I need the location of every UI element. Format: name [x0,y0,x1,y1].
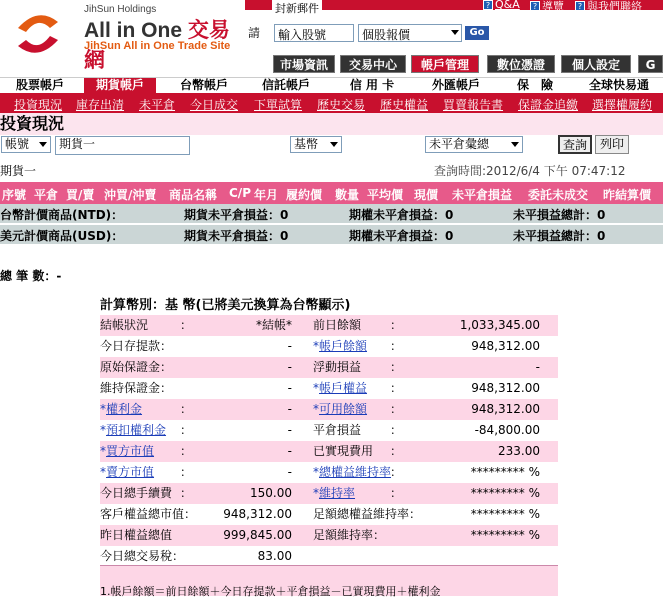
account-input[interactable]: 期貨一 [55,136,190,155]
nav-forex-account[interactable]: 外匯帳戶 [431,78,480,92]
summary-left-value: - [287,360,292,374]
summary-left-colon: ： [180,402,193,416]
summary-row [100,315,558,336]
summary-left-colon: ： [180,423,193,437]
col-buy-sell: 買/賣 [66,188,95,202]
summary-row [100,483,558,504]
summary-row [100,504,558,525]
col-cp: C/P [229,186,251,200]
jihsun-logo-icon [10,6,66,62]
subnav-order-calc[interactable]: 下單試算 [254,98,303,112]
nav-insurance[interactable]: 保 險 [516,78,553,92]
ntd-label: 台幣計價商品(NTD)： [0,208,124,222]
col-avg-price: 平均價 [367,188,404,202]
summary-left-label: 今日存提款： [100,339,173,353]
summary-left-label: 客戶權益總市值： [100,507,197,521]
col-open-pnl: 未平倉損益 [452,188,513,202]
tab-trade-center[interactable]: 交易中心 [340,55,406,73]
qa-link[interactable]: ? Q&A [483,0,520,11]
summary-left-value: *結帳* [255,318,292,332]
col-pending: 委託未成交 [528,188,589,202]
summary-row [100,357,558,378]
summary-right-colon: ： [390,318,403,332]
col-offset: 沖買/沖賣 [104,188,157,202]
chevron-down-icon [39,142,47,147]
subnav-open-position[interactable]: 未平倉 [139,98,176,112]
total-count: 總 筆 數：- [0,269,62,283]
tab-digital-certificate[interactable]: 數位憑證 [487,55,555,73]
summary-title: 計算幣別：基 幣(已將美元換算為台幣顯示) [100,298,351,313]
summary-left-value: 150.00 [250,486,292,500]
nav-global-express[interactable]: 全球快易通 [588,78,649,92]
subnav-margin-call[interactable]: 保證金追繳 [518,98,579,112]
usd-futures-pnl: 期貨未平倉損益：0 [184,229,289,243]
account-name: 期貨一 [0,164,37,178]
col-product: 商品名稱 [169,188,218,202]
footnote: 1.帳戶餘額＝前日餘額＋今日存提款＋平倉損益－已實現費用＋權利金 [100,585,441,598]
summary-row [100,399,558,420]
subnav-investment-status[interactable]: 投資現況 [14,98,63,112]
summary-right-value: ********* % [470,507,540,521]
contact-link[interactable]: ? 與我們聯絡 [575,0,642,14]
summary-row [100,336,558,357]
col-close: 平倉 [34,188,59,202]
summary-left-value: 83.00 [257,549,292,563]
summary-right-value: 1,033,345.00 [459,318,540,332]
contact-icon: ? [575,1,585,11]
account-type-select[interactable]: 帳號 [1,136,51,153]
summary-left-value: - [287,444,292,458]
summary-row [100,378,558,399]
summary-right-colon: ： [390,381,403,395]
title-bar [0,113,663,135]
summary-right-value: 948,312.00 [471,339,540,353]
subnav-today-deal[interactable]: 今日成交 [190,98,239,112]
summary-left-value: - [287,381,292,395]
subnav-inventory-clear[interactable]: 庫存出清 [76,98,125,112]
nav-stock-account[interactable]: 股票帳戶 [15,78,64,92]
summary-left-label: 維持保證金： [100,381,173,395]
summary-right-value: ********* % [470,528,540,542]
summary-row [100,462,558,483]
nav-futures-account[interactable]: 期貨帳戶 [84,78,156,93]
brand-holdings: JihSun Holdings [84,4,157,15]
brand-name-cn: 交易網 [84,19,230,72]
usd-options-pnl: 期權未平倉損益：0 [349,229,454,243]
summary-left-colon: ： [180,444,193,458]
summary-right-value: 948,312.00 [471,402,540,416]
summary-left-label: 原始保證金： [100,360,173,374]
summary-right-colon: ： [390,339,403,353]
summary-right-value: ********* % [470,465,540,479]
ntd-options-pnl: 期權未平倉損益：0 [349,208,454,222]
ntd-futures-pnl: 期貨未平倉損益：0 [184,208,289,222]
summary-right-colon: ： [390,402,403,416]
summary-right-label[interactable]: *可用餘額 [313,402,368,416]
chevron-down-icon [330,142,338,147]
summary-right-value: -84,800.00 [474,423,540,437]
guide-icon: ? [530,1,540,11]
summary-right-colon: ： [390,465,403,479]
col-ym: 年月 [254,188,279,202]
page-title: 投資現況 [0,114,65,133]
go-button[interactable]: Go [465,26,489,40]
usd-label: 美元計價商品(USD)： [0,229,124,243]
summary-right-label: 已實現費用 [313,444,374,458]
question-icon: ? [483,0,493,10]
summary-right-colon: ： [390,486,403,500]
summary-right-label[interactable]: *維持率 [313,486,356,500]
summary-right-label: 平倉損益 [313,423,362,437]
nav-credit-card[interactable]: 信 用 卡 [349,78,395,92]
summary-left-label: 昨日權益總值 [100,528,173,542]
summary-row [100,441,558,462]
summary-right-colon: ： [390,360,403,374]
summary-right-colon: ： [390,423,403,437]
summary-left-value: - [287,402,292,416]
summary-row [100,525,558,546]
subnav-option-exercise[interactable]: 選擇權履約 [592,98,653,112]
summary-right-label: 足額總權益維持率： [313,507,422,521]
summary-right-value: 233.00 [498,444,540,458]
summary-right-label[interactable]: *總權益維持率 [313,465,392,479]
summary-right-label: 浮動損益 [313,360,362,374]
marquee-text: 封新郵件 [272,0,322,16]
subnav-trade-report[interactable]: 買賣報告書 [443,98,504,112]
col-qty: 數量 [335,188,360,202]
subnav-history-equity[interactable]: 歷史權益 [380,98,429,112]
quote-input[interactable]: 輸入股號 [274,24,354,42]
summary-right-value: - [535,360,540,374]
summary-row [100,546,558,567]
summary-left-colon: ： [180,318,193,332]
summary-row [100,420,558,441]
summary-left-label: 今日總手續費 [100,486,173,500]
currency-select[interactable]: 基幣 [290,136,342,153]
summary-right-colon: ： [390,444,403,458]
nav-twd-account[interactable]: 台幣帳戶 [179,78,228,92]
nav-trust-account[interactable]: 信託帳戶 [261,78,310,92]
col-seq: 序號 [2,188,27,202]
summary-left-label: 結帳狀況 [100,318,149,332]
guide-link[interactable]: ? 導覽 [530,0,564,14]
summary-right-label[interactable]: *帳戶餘額 [313,339,368,353]
summary-left-label[interactable]: *賣方市值 [100,465,155,479]
summary-left-colon: ： [180,486,193,500]
logo-area [0,0,245,74]
quote-type-select[interactable]: 個股報價 [358,24,462,42]
col-settle: 昨結算價 [603,188,652,202]
chevron-down-icon [511,142,519,147]
query-time: 查詢時間:2012/6/4 下午 07:47:12 [434,164,626,178]
brand-subtitle: JihSun All in One Trade Site [84,40,231,52]
col-current-price: 現價 [414,188,439,202]
summary-right-label[interactable]: *帳戶權益 [313,381,368,395]
tab-account-management[interactable]: 帳戶管理 [411,55,479,73]
summary-left-value: 999,845.00 [223,528,292,542]
subnav-history-trade[interactable]: 歷史交易 [317,98,366,112]
tab-market-info[interactable]: 市場資訊 [273,55,335,73]
col-strike: 履約價 [286,188,323,202]
summary-left-label[interactable]: *權利金 [100,402,143,416]
usd-total-pnl: 未平損益總計：0 [513,229,606,243]
brand-name-en: All in One [84,19,183,42]
print-button[interactable]: 列印 [595,135,629,154]
summary-right-value: ********* % [470,486,540,500]
summary-left-value: - [287,465,292,479]
tab-personal-settings[interactable]: 個人設定 [561,55,631,73]
summary-right-label: 足額維持率： [313,528,386,542]
summary-right-label: 前日餘額 [313,318,362,332]
summary-right-value: 948,312.00 [471,381,540,395]
query-button[interactable]: 查詢 [558,135,592,154]
summary-left-label[interactable]: *預扣權利金 [100,423,167,437]
ntd-total-pnl: 未平損益總計：0 [513,208,606,222]
summary-left-value: 948,312.00 [223,507,292,521]
summary-left-value: - [287,423,292,437]
tab-more[interactable]: G [638,55,663,73]
quote-label: 請 [248,26,261,40]
summary-left-label[interactable]: *買方市值 [100,444,155,458]
summary-left-label: 今日總交易稅： [100,549,185,563]
chevron-down-icon [451,30,459,35]
summary-mode-select[interactable]: 未平倉彙總 [425,136,523,153]
summary-left-colon: ： [180,465,193,479]
summary-left-value: - [287,339,292,353]
